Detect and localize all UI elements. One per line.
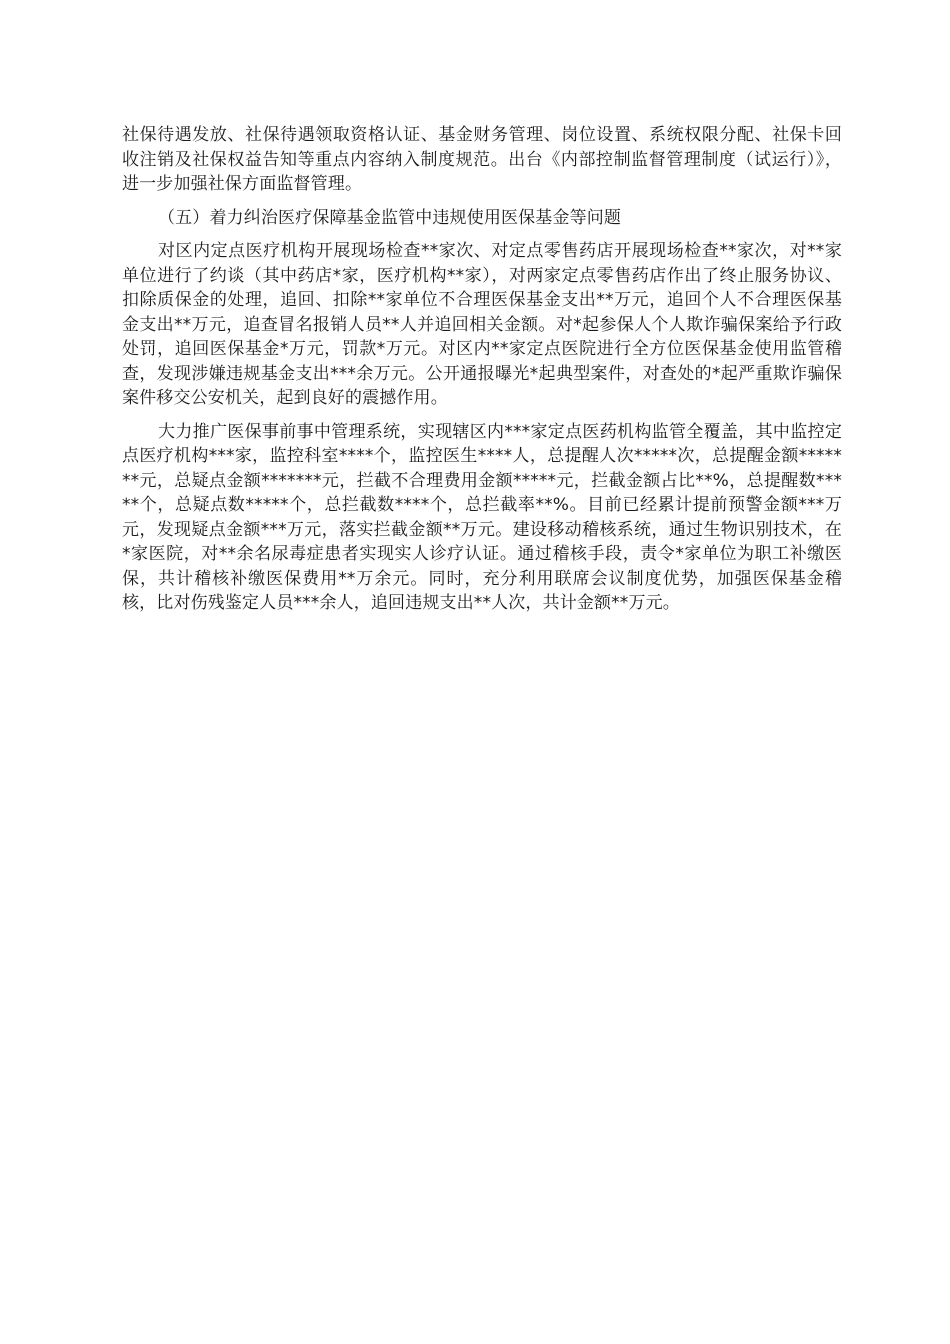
section-heading-five: （五）着力纠治医疗保障基金监管中违规使用医保基金等问题	[158, 207, 622, 228]
document-page	[122, 123, 842, 616]
paragraph-onsite-inspections: 对区内定点医疗机构开展现场检查**家次、对定点零售药店开展现场检查**家次，对**家单位进行了约谈（其中药店*家，医疗机构**家），对两家定点零售药店作出了终止服务协议、扣除质保金的处理，追回、扣除**家单位不合理医保基金支出**万元，追回个人不合理医保基金支出**万元，追查冒名报销人员**人并追回相关金额。对*起参保人个人欺诈骗保案给予行政处罚，追回医保基金*万元，罚款*万元。对区内**家定点医院进行全方位医保基金使用监管稽查，发现涉嫌违规基金支出***余万元。公开通报曝光*起典型案件，对查处的*起严重欺诈骗保案件移交公安机关，起到良好的震撼作用。	[122, 241, 842, 408]
paragraph-social-security-controls: 社保待遇发放、社保待遇领取资格认证、基金财务管理、岗位设置、系统权限分配、社保卡回收注销及社保权益告知等重点内容纳入制度规范。出台《内部控制监督管理制度（试运行）》，进一步加强社保方面监督管理。	[122, 125, 842, 194]
paragraph-spacer	[122, 411, 842, 420]
paragraph-spacer	[122, 197, 842, 206]
paragraph-management-system: 大力推广医保事前事中管理系统，实现辖区内***家定点医药机构监管全覆盖，其中监控定点医疗机构***家，监控科室****个，监控医生****人，总提醒人次*****次，总提醒金额*******元，总疑点金额*******元，拦截不合理费用金额*****元，拦截金额占比**%，总提醒数*****个，总疑点数*****个，总拦截数****个，总拦截率**%。目前已经累计提前预警金额***万元，发现疑点金额***万元，落实拦截金额**万元。建设移动稽核系统，通过生物识别技术，在*家医院，对**余名尿毒症患者实现实人诊疗认证。通过稽核手段，责令*家单位为职工补缴医保，共计稽核补缴医保费用**万余元。同时，充分利用联席会议制度优势，加强医保基金稽核，比对伤残鉴定人员***余人，追回违规支出**人次，共计金额**万元。	[122, 421, 842, 613]
paragraph-spacer	[122, 230, 842, 239]
